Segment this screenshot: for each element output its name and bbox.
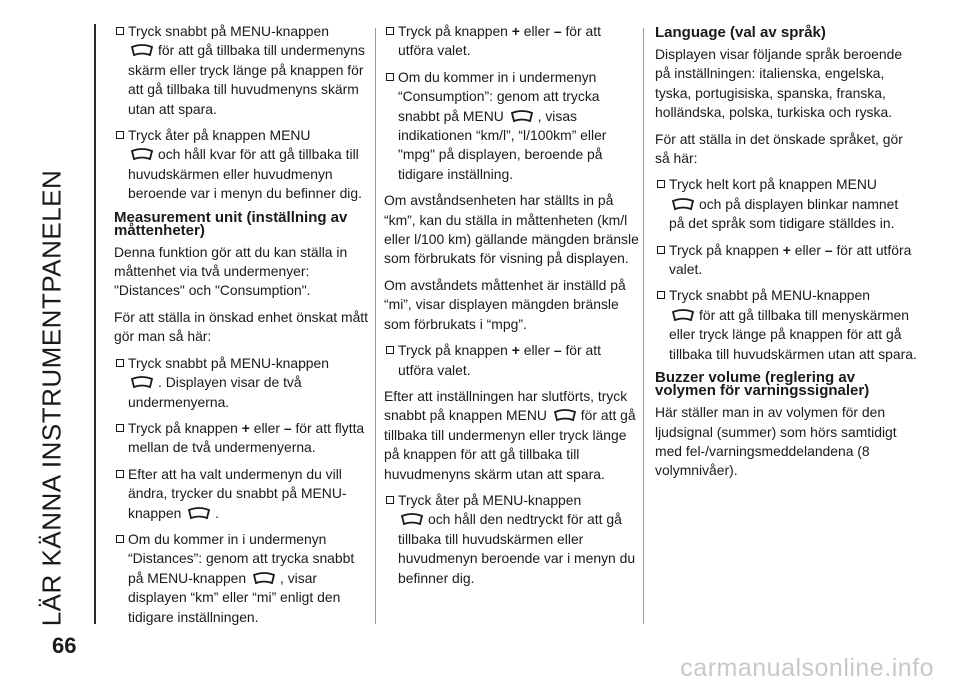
paragraph: Om avståndets måttenhet är inställd på “mi”, visar displayen mängden bränsle som förbrukats i “mpg”. [384,276,626,332]
menu-button-icon [510,110,534,123]
paragraph: För att ställa in det önskade språket, gör så här: [655,130,903,167]
menu-button-icon [187,507,211,520]
menu-button-icon [252,572,276,585]
menu-button-icon [671,198,695,211]
minus-symbol: – [283,419,292,436]
plus-symbol: + [241,419,250,436]
column-divider-2 [643,28,644,624]
bullet-item: Tryck på knappen + eller – för att utföra valet. [655,241,917,280]
minus-symbol: – [824,241,833,258]
menu-button-icon [400,513,424,526]
minus-symbol: – [553,342,562,359]
paragraph: Displayen visar följande språk beroende på inställningen: italienska, engelska, tyska, portugisiska, spanska, franska, holländska, polska, turkiska och ryska. [655,46,903,121]
paragraph: Om avståndsenheten har ställts in på “km”, kan du ställa in måttenheten (km/l eller l/100 km) gällande mängden bränsle som förbrukats för visning på displayen. [384,192,639,267]
plus-symbol: + [782,241,791,258]
plus-symbol: + [511,342,520,359]
paragraph: För att ställa in önskad enhet önskat mått gör man så här: [114,308,369,345]
menu-button-icon [130,376,154,389]
paragraph: Efter att inställningen har slutförts, tryck snabbt på knappen MENU för att gå tillbaka till undermenyn eller tryck länge på knappen för att gå tillbaka till huvudmenyns skärm utan att spara. [384,387,636,482]
bullet-item: Tryck på knappen + eller – för att flytta mellan de två undermenyerna. [114,419,370,458]
bullet-item: Tryck åter på MENU-knappen och håll den nedtryckt för att gå tillbaka till huvudskärmen eller huvudmenyn beroende var i menyn du befinner dig. [384,491,640,588]
menu-button-icon [130,44,154,57]
column-2 [384,22,640,595]
watermark: carmanualsonline.info [680,654,934,682]
chapter-title: LÄR KÄNNA INSTRUMENTPANELEN [36,169,67,627]
bullet-item: Tryck på knappen + eller – för att utföra valet. [384,341,640,380]
bullet-item: Tryck helt kort på knappen MENU och på displayen blinkar namnet på det språk som tidigare ställdes in. [655,175,917,233]
page-number: 66 [52,633,77,658]
bullet-item: Efter att ha valt undermenyn du vill ändra, trycker du snabbt på MENU-knappen . [114,465,370,523]
section-heading: Buzzer volume (reglering av volymen för varningssignaler) [655,369,870,400]
bullet-item: Om du kommer in i undermenyn “Distances”: genom att trycka snabbt på MENU-knappen , visar displayen “km” eller “mi” enligt den tidigare inställningen. [114,530,370,627]
menu-button-icon [130,148,154,161]
column-divider-1 [375,28,376,624]
chapter-rule [94,24,96,624]
bullet-item: Om du kommer in i undermenyn “Consumption”: genom att trycka snabbt på MENU , visas indikationen “km/l”, “l/100km” eller "mpg" på displayen, beroende på tidigare inställning. [384,68,640,184]
minus-symbol: – [553,23,562,39]
bullet-item: Tryck åter på knappen MENU och håll kvar för att gå tillbaka till huvudskärmen eller huvudmenyn beroende var i menyn du befinner dig. [114,126,370,204]
column-3 [655,22,917,488]
plus-symbol: + [511,23,520,39]
menu-button-icon [553,409,577,422]
paragraph: Denna funktion gör att du kan ställa in måttenhet via två undermenyer: "Distances" och "Consumption". [114,243,348,299]
section-heading: Language (val av språk) [655,24,826,41]
bullet-item: Tryck snabbt på MENU-knappen . Displayen visar de två undermenyerna. [114,354,370,412]
section-heading: Measurement unit (inställning av måttenheter) [114,208,348,239]
bullet-item: Tryck på knappen + eller – för att utföra valet. [384,22,640,61]
menu-button-icon [671,309,695,322]
bullet-item: Tryck snabbt på MENU-knappen för att gå tillbaka till menyskärmen eller tryck länge på knappen för att gå tillbaka till huvudskärmen utan att spara. [655,286,917,364]
paragraph: Här ställer man in av volymen för den ljudsignal (summer) som hörs samtidigt med fel-/varningsmeddelandena (8 volymnivåer). [655,404,897,479]
bullet-item: Tryck snabbt på MENU-knappen för att gå tillbaka till undermenyns skärm eller tryck länge på knappen för att gå tillbaka till huvudmenyns skärm utan att spara. [114,22,370,119]
column-1 [114,22,370,634]
